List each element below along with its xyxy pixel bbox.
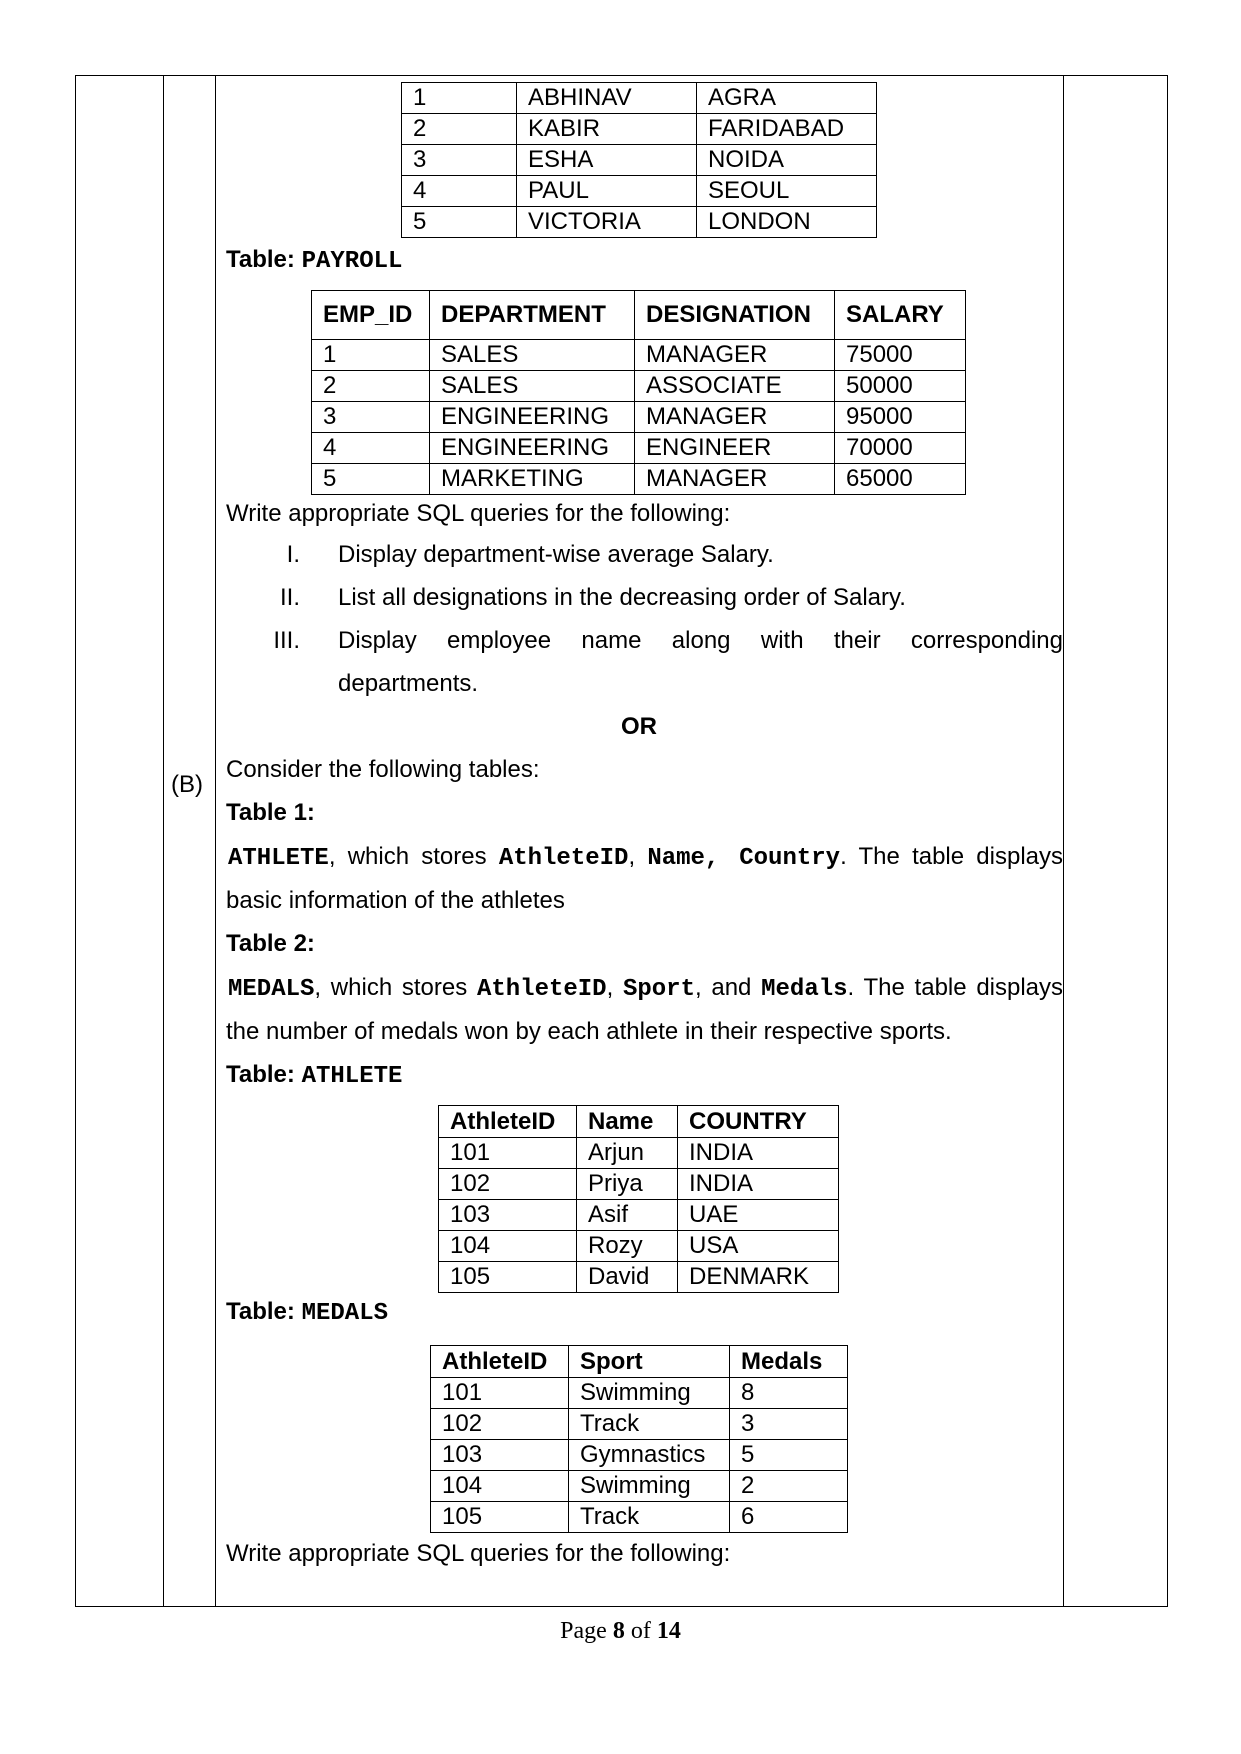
table-cell: 1 xyxy=(402,83,517,114)
table-label-name: PAYROLL xyxy=(301,248,403,275)
table-row xyxy=(402,83,877,114)
table-row xyxy=(402,145,877,176)
table-cell: ENGINEER xyxy=(635,433,835,464)
table-row xyxy=(312,433,966,464)
table-cell: 75000 xyxy=(835,340,966,371)
column-header: EMP_ID xyxy=(312,291,430,340)
query-number: II. xyxy=(279,584,300,611)
table2-heading: Table 2: xyxy=(226,930,315,957)
table-cell: 102 xyxy=(439,1169,577,1200)
consider-text: Consider the following tables: xyxy=(226,756,540,783)
table-cell: ASSOCIATE xyxy=(635,371,835,402)
table-cell: MANAGER xyxy=(635,402,835,433)
table-cell: 6 xyxy=(730,1502,848,1533)
table-cell: 105 xyxy=(439,1262,577,1293)
column-header: SALARY xyxy=(835,291,966,340)
column-header: AthleteID xyxy=(431,1346,569,1378)
table-cell: Swimming xyxy=(569,1378,730,1409)
medals-table xyxy=(430,1345,848,1533)
table-cell: 104 xyxy=(439,1231,577,1262)
table-cell: 101 xyxy=(439,1138,577,1169)
table-label-name: MEDALS xyxy=(301,1300,388,1327)
table-name: ATHLETE xyxy=(228,845,329,872)
table1-heading: Table 1: xyxy=(226,799,315,826)
table-cell: 3 xyxy=(730,1409,848,1440)
table-cell: 103 xyxy=(439,1200,577,1231)
table-cell: USA xyxy=(678,1231,839,1262)
table-cell: INDIA xyxy=(678,1169,839,1200)
table-cell: 103 xyxy=(431,1440,569,1471)
employee-table-continued xyxy=(401,82,877,238)
table-cell: AGRA xyxy=(697,83,877,114)
table-cell: ENGINEERING xyxy=(430,402,635,433)
table-cell: Priya xyxy=(577,1169,678,1200)
table-cell: 102 xyxy=(431,1409,569,1440)
query-number: III. xyxy=(273,627,300,654)
table-cell: Arjun xyxy=(577,1138,678,1169)
table-cell: SEOUL xyxy=(697,176,877,207)
query-text-continued: departments. xyxy=(338,670,479,697)
table1-description-continued: basic information of the athletes xyxy=(226,887,565,914)
table-row xyxy=(431,1409,848,1440)
table-row xyxy=(431,1440,848,1471)
table-cell: ENGINEERING xyxy=(430,433,635,464)
table-row xyxy=(312,402,966,433)
table-cell: SALES xyxy=(430,371,635,402)
table-cell: 70000 xyxy=(835,433,966,464)
table-header-row xyxy=(431,1346,848,1378)
payroll-table-label xyxy=(226,246,402,276)
or-separator: OR xyxy=(621,713,657,740)
column-divider-1 xyxy=(163,75,164,1607)
table-cell: 5 xyxy=(402,207,517,238)
table-row xyxy=(431,1502,848,1533)
table-row xyxy=(439,1262,839,1293)
table-cell: 5 xyxy=(730,1440,848,1471)
athlete-table-label xyxy=(226,1061,402,1091)
table-row xyxy=(402,207,877,238)
table-cell: 2 xyxy=(312,371,430,402)
table-cell: SALES xyxy=(430,340,635,371)
table-cell: 4 xyxy=(312,433,430,464)
table-cell: 3 xyxy=(402,145,517,176)
table-row xyxy=(439,1231,839,1262)
field-name: AthleteID xyxy=(498,845,629,872)
table-label-prefix: Table: xyxy=(226,1298,295,1325)
section-label: (B) xyxy=(171,771,203,798)
table-cell: ESHA xyxy=(517,145,697,176)
column-header: Sport xyxy=(569,1346,730,1378)
query-number: I. xyxy=(286,541,300,568)
table-row xyxy=(402,114,877,145)
table-cell: FARIDABAD xyxy=(697,114,877,145)
queries-intro-b: Write appropriate SQL queries for the following: xyxy=(226,1540,731,1567)
table-cell: Rozy xyxy=(577,1231,678,1262)
table-cell: KABIR xyxy=(517,114,697,145)
table-header-row xyxy=(312,291,966,340)
table-row xyxy=(312,340,966,371)
table-cell: 2 xyxy=(402,114,517,145)
field-name: AthleteID xyxy=(476,976,607,1003)
table-row xyxy=(439,1200,839,1231)
table-row xyxy=(439,1138,839,1169)
table-cell: INDIA xyxy=(678,1138,839,1169)
column-divider-2 xyxy=(215,75,216,1607)
table-cell: 95000 xyxy=(835,402,966,433)
table-row xyxy=(439,1169,839,1200)
payroll-table xyxy=(311,290,966,495)
column-header: DEPARTMENT xyxy=(430,291,635,340)
query-text: Display employee name along with their corresponding xyxy=(338,627,1063,654)
table-cell: 3 xyxy=(312,402,430,433)
table-cell: Track xyxy=(569,1502,730,1533)
table-cell: Swimming xyxy=(569,1471,730,1502)
table-cell: Asif xyxy=(577,1200,678,1231)
table-cell: 5 xyxy=(312,464,430,495)
table-cell: MARKETING xyxy=(430,464,635,495)
table-cell: 1 xyxy=(312,340,430,371)
table2-description: MEDALS, which stores AthleteID, Sport, and Medals. The table displays xyxy=(228,974,1064,1003)
table-label-name: ATHLETE xyxy=(301,1063,403,1090)
table-cell: 4 xyxy=(402,176,517,207)
table-header-row xyxy=(439,1106,839,1138)
table-row xyxy=(431,1378,848,1409)
table-cell: David xyxy=(577,1262,678,1293)
table-row xyxy=(312,371,966,402)
table1-description: ATHLETE, which stores AthleteID, Name, Country. The table displays xyxy=(228,843,1064,872)
table-cell: LONDON xyxy=(697,207,877,238)
table-cell: 8 xyxy=(730,1378,848,1409)
table-row xyxy=(402,176,877,207)
table-cell: MANAGER xyxy=(635,340,835,371)
table-cell: Gymnastics xyxy=(569,1440,730,1471)
table-cell: 104 xyxy=(431,1471,569,1502)
athlete-table xyxy=(438,1105,839,1293)
table-cell: 2 xyxy=(730,1471,848,1502)
page-number: Page 8 of 14 xyxy=(560,1618,681,1644)
table-cell: DENMARK xyxy=(678,1262,839,1293)
table-cell: 101 xyxy=(431,1378,569,1409)
table-row xyxy=(312,464,966,495)
table-row xyxy=(431,1471,848,1502)
table-cell: 105 xyxy=(431,1502,569,1533)
queries-intro: Write appropriate SQL queries for the following: xyxy=(226,500,731,527)
field-name: Medals xyxy=(761,976,848,1003)
table2-description-continued: the number of medals won by each athlete in their respective sports. xyxy=(226,1018,952,1045)
table-cell: Track xyxy=(569,1409,730,1440)
table-cell: 50000 xyxy=(835,371,966,402)
column-header: Name xyxy=(577,1106,678,1138)
table-cell: MANAGER xyxy=(635,464,835,495)
table-label-prefix: Table: xyxy=(226,1061,295,1088)
field-name: Name, Country xyxy=(647,845,841,872)
current-page: 8 xyxy=(612,1618,625,1644)
column-divider-3 xyxy=(1063,75,1064,1607)
column-header: Medals xyxy=(730,1346,848,1378)
medals-table-label xyxy=(226,1298,388,1328)
column-header: DESIGNATION xyxy=(635,291,835,340)
table-name: MEDALS xyxy=(228,976,315,1003)
field-name: Sport xyxy=(622,976,695,1003)
table-cell: NOIDA xyxy=(697,145,877,176)
table-cell: PAUL xyxy=(517,176,697,207)
column-header: AthleteID xyxy=(439,1106,577,1138)
query-text: List all designations in the decreasing order of Salary. xyxy=(338,584,906,611)
table-cell: UAE xyxy=(678,1200,839,1231)
table-cell: ABHINAV xyxy=(517,83,697,114)
table-cell: 65000 xyxy=(835,464,966,495)
table-cell: VICTORIA xyxy=(517,207,697,238)
total-pages: 14 xyxy=(656,1618,681,1644)
table-label-prefix: Table: xyxy=(226,246,295,273)
query-text: Display department-wise average Salary. xyxy=(338,541,774,568)
column-header: COUNTRY xyxy=(678,1106,839,1138)
